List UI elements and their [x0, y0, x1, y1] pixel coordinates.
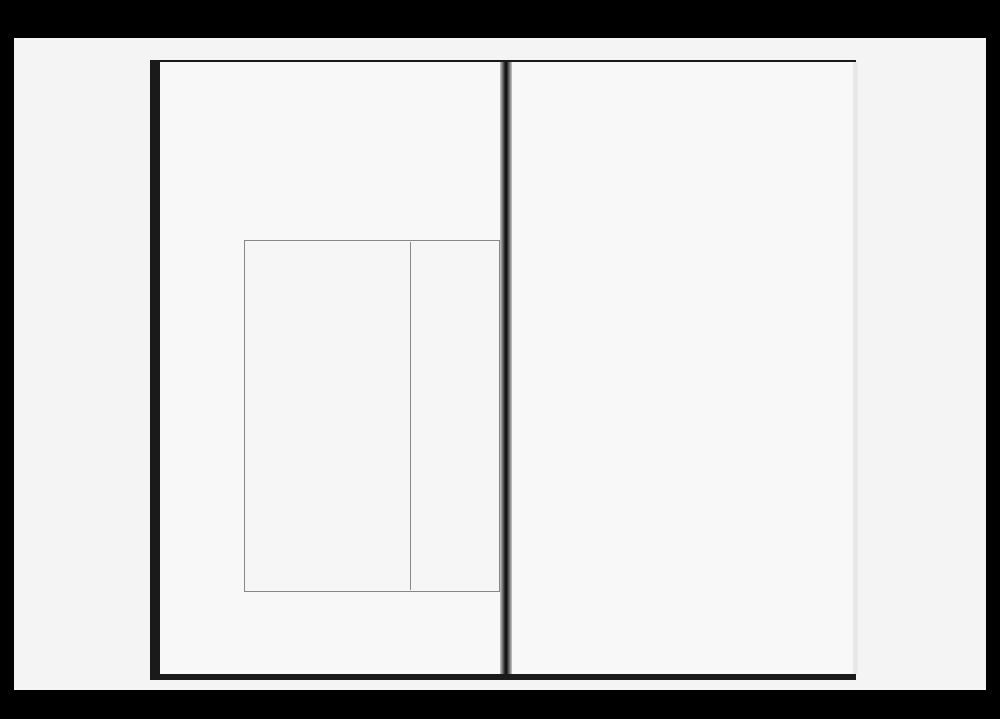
- book-gutter: [500, 62, 512, 674]
- inset-divider: [410, 242, 411, 590]
- inset-paper: [244, 240, 500, 592]
- right-page: [510, 62, 853, 674]
